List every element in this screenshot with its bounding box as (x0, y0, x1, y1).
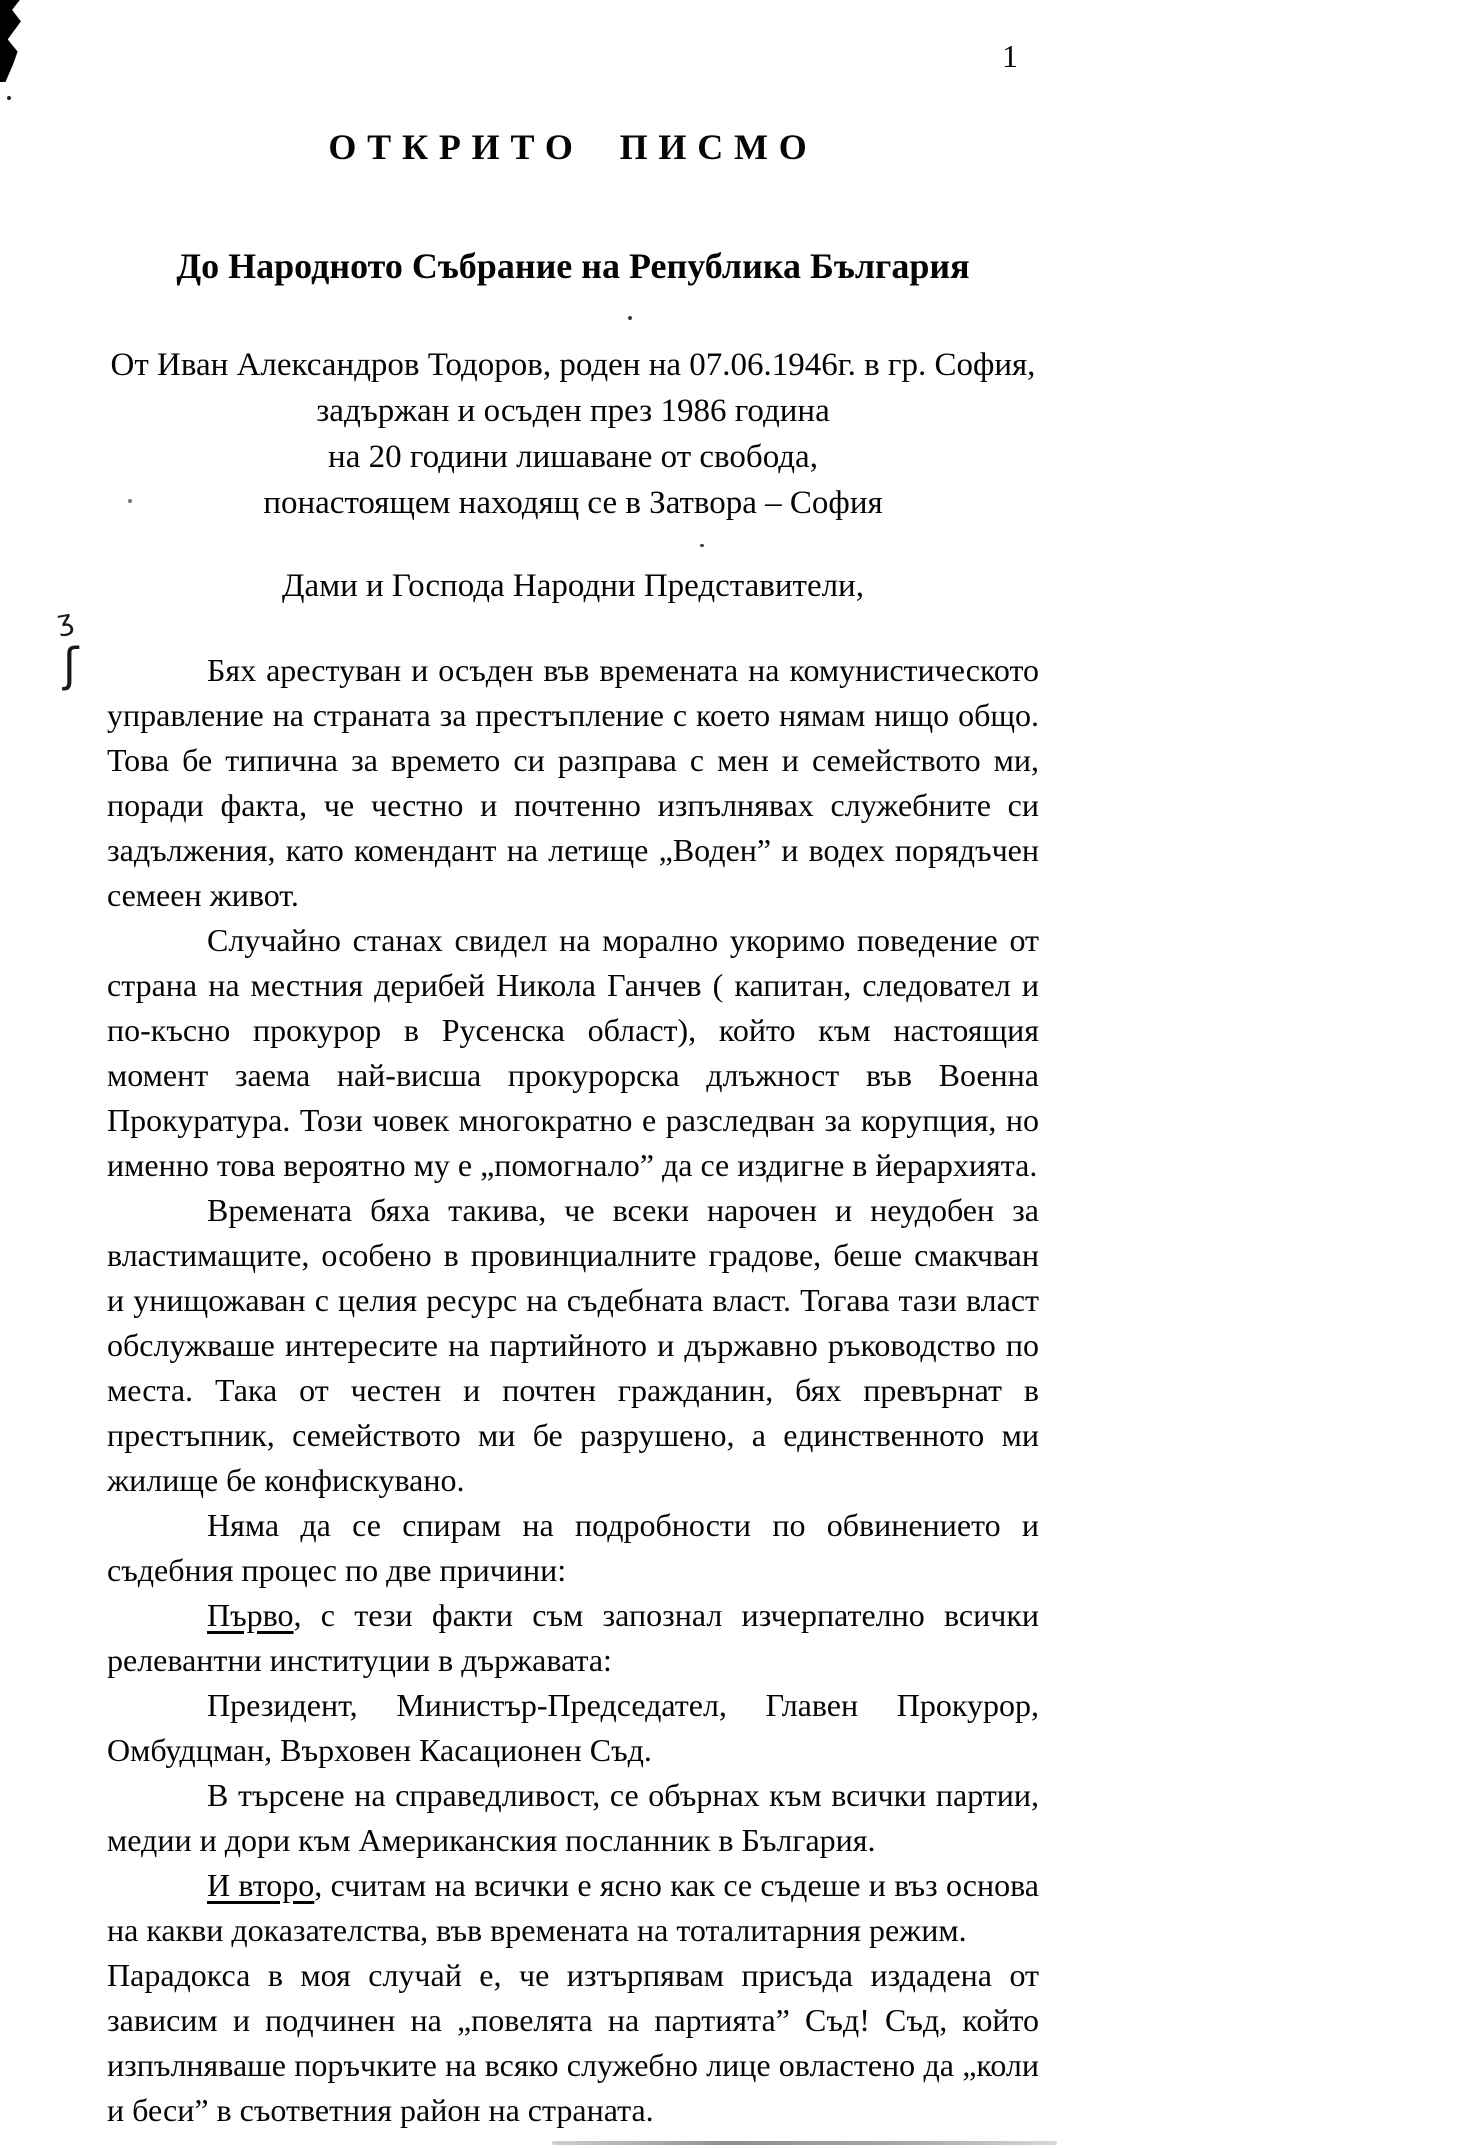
sender-line: От Иван Александров Тодоров, роден на 07.06.1946г. в гр. София, (110, 347, 1036, 383)
sender-line: на 20 години лишаване от свобода, (328, 439, 818, 475)
paragraph-text: , с тези факти съм запознал изчерпателно всички релевантни институции в държавата: (107, 1597, 1039, 1678)
page-number: 1 (1002, 38, 1018, 74)
letter-paragraphs (107, 648, 1039, 2133)
paragraph-text: Парадокса в моя случай е, че изтърпявам присъда издадена от зависим и подчинен на „повелята на партията” Съд! Съд, който изпълняваше поръчките на всяко служебно лице овластено да „коли и беси” в съответния район на страната. (107, 1957, 1039, 2128)
paragraph (107, 1593, 1039, 1683)
paragraph (107, 918, 1039, 1188)
paragraph-text: Времената бяха такива, че всеки нарочен и неудобен за властимащите, особено в провинциалните градове, беше смакчван и унищожаван с целия ресурс на съдебната власт. Тогава тази власт обслужваше интересите на партийното и държавно ръководство по места. Така от честен и почтен гражданин, бях превърнат в престъпник, семейството ми бе разрушено, а единственното ми жилище бе конфискувано. (107, 1192, 1039, 1498)
paragraph-text: Бях арестуван и осъден във времената на комунистическото управление на страната за престъпление с което нямам нищо общо. Това бе типична за времето си разправа с мен и семейството ми, поради факта, че честно и почтенно изпълнявах служебните си задължения, като комендант на летище „Воден” и водех порядъчен семеен живот. (107, 652, 1039, 913)
handwritten-margin-mark (54, 603, 76, 638)
letter-addressee: До Народното Събрание на Република България (176, 246, 970, 286)
paragraph (107, 1188, 1039, 1503)
scan-artifact-dot (7, 96, 11, 100)
paragraph (107, 648, 1039, 918)
paragraph-text: Няма да се спирам на подробности по обвинението и съдебния процес по две причини: (107, 1507, 1039, 1588)
handwritten-margin-mark (63, 638, 78, 692)
letter-title: ОТКРИТО ПИСМО (328, 127, 818, 167)
letter-content (107, 116, 1039, 2133)
paragraph-text: Случайно станах свидел на морално укоримо поведение от страна на местния дерибей Никола Ганчев ( капитан, следовател и по-късно прокурор в Русенска област), който към настоящия момент заема най-висша прокурорска длъжност във Военна Прокуратура. Този човек многократно е разследван за корупция, но именно това вероятно му е „помогнало” да се издигне в йерархията. (107, 922, 1039, 1183)
sender-line: задържан и осъден през 1986 година (316, 393, 830, 429)
paragraph (107, 1683, 1039, 1773)
underlined-text: Първо (207, 1597, 294, 1633)
paragraph (107, 1863, 1039, 1953)
scan-artifact-corner (0, 0, 22, 82)
sender-block (107, 342, 1039, 526)
underlined-text: И второ (207, 1867, 315, 1903)
paragraph (107, 1773, 1039, 1863)
salutation: Дами и Господа Народни Представители, (282, 568, 864, 604)
paragraph (107, 1503, 1039, 1593)
paragraph-text: В търсене на справедливост, се обърнах към всички партии, медии и дори към Американския посланник в България. (107, 1777, 1039, 1858)
sender-line: понастоящем находящ се в Затвора – София (263, 485, 883, 521)
scan-artifact-bottom-streak (552, 2141, 1057, 2145)
paragraph-text: , считам на всички е ясно как се съдеше и въз основа на какви доказателства, във времената на тоталитарния режим. (107, 1867, 1040, 1948)
paragraph-text: Президент, Министър-Председател, Главен Прокурор, Омбудцман, Върховен Касационен Съд. (107, 1687, 1039, 1768)
paragraph (107, 1953, 1039, 2133)
